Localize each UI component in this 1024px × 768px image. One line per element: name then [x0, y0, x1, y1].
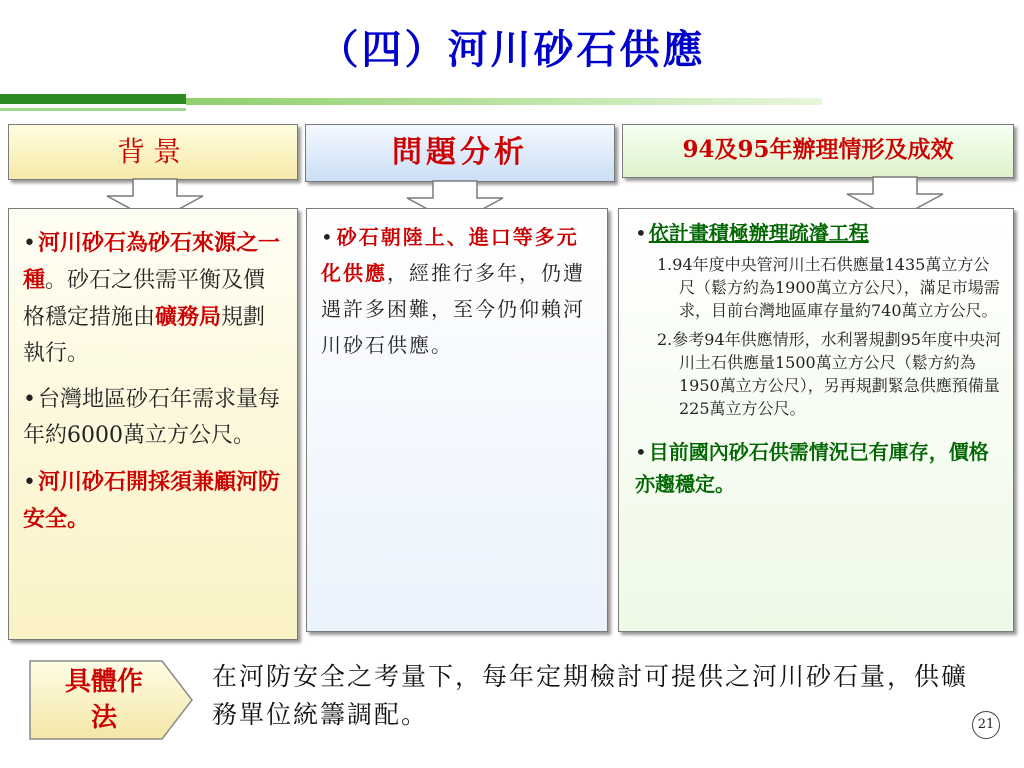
page-number: 21: [972, 711, 1000, 739]
results-subitem-1: 1.94年度中央管河川土石供應量1435萬立方公尺（鬆方約為1900萬立方公尺），滿足市場需求，目前台灣地區庫存量約740萬立方公尺。: [657, 255, 1000, 320]
results-subitem-2: 2.參考94年供應情形，水利署規劃95年度中央河川土石供應量1500萬立方公尺（鬆方約為1950萬立方公尺），另再規劃緊急供應預備量225萬立方公尺。: [657, 330, 1001, 418]
bullet-icon: •: [23, 387, 36, 412]
results-header: 94及95年辦理情形及成效: [622, 124, 1014, 178]
title-underline-thin: [0, 108, 186, 111]
analysis-panel: [306, 208, 608, 632]
results-closing: • 目前國內砂石供需情況已有庫存，價格亦趨穩定。: [635, 440, 989, 496]
results-panel: [618, 208, 1014, 632]
background-item-1: •河川砂石為砂石來源之一種。砂石之供需平衡及價格穩定措施由礦務局規劃執行。: [23, 230, 280, 366]
bullet-icon: •: [23, 231, 36, 256]
bullet-icon: •: [23, 470, 36, 495]
bullet-icon: •: [321, 225, 335, 249]
approach-label: 具體作法: [64, 667, 143, 733]
approach-text: 在河防安全之考量下，每年定期檢討可提供之河川砂石量，供礦務單位統籌調配。: [212, 662, 969, 729]
background-item-3: •河川砂石開採須兼顧河防安全。: [23, 469, 280, 532]
background-header: 背景: [8, 124, 298, 180]
title-underline-dark: [0, 94, 186, 104]
bullet-icon: •: [635, 440, 647, 464]
results-lead: • 依計畫積極辦理疏濬工程: [635, 221, 869, 245]
slide-title: （四）河川砂石供應: [318, 26, 706, 73]
analysis-header: 問題分析: [305, 124, 615, 182]
bullet-icon: •: [635, 221, 647, 245]
analysis-item: • 砂石朝陸上、進口等多元化供應，經推行多年，仍遭遇許多困難，至今仍仰賴河川砂石供應。: [321, 225, 585, 357]
background-panel: [8, 208, 298, 640]
background-item-2: •台灣地區砂石年需求量每年約6000萬立方公尺。: [23, 387, 280, 448]
title-underline-gradient: [186, 98, 822, 105]
